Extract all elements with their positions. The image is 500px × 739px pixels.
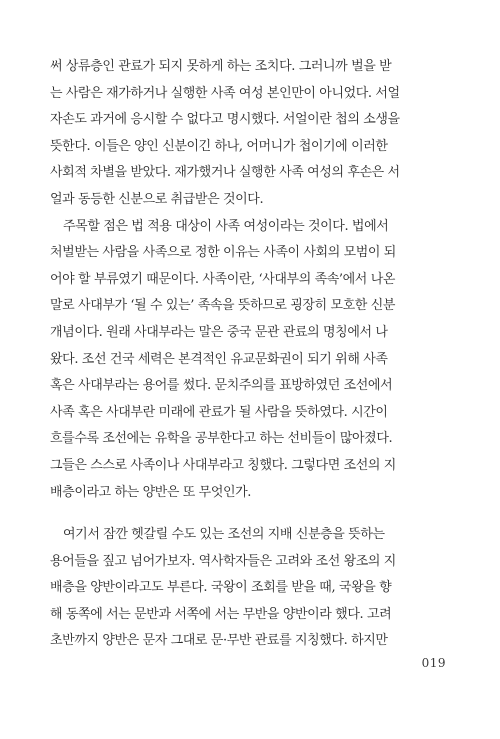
text-line: 얼과 동등한 신분으로 취급받은 것이다. [50,191,264,207]
text-line: 용어들을 짚고 넘어가보자. 역사학자들은 고려와 조선 왕조의 지 [50,553,396,569]
text-line: 흐를수록 조선에는 유학을 공부한다고 하는 선비들이 많아졌다. [50,431,393,447]
body-text [50,54,445,655]
text-line: 뜻한다. 이들은 양인 신분이긴 하나, 어머니가 첩이기에 이러한 [50,138,388,154]
paragraph-gap [50,506,445,522]
text-line: 어야 할 부류였기 때문이다. 사족이란, ‘사대부의 족속’에서 나온 [50,271,396,287]
text-line: 는 사람은 재가하거나 실행한 사족 여성 본인만이 아니었다. 서얼 [50,85,400,101]
text-line: 개념이다. 원래 사대부라는 말은 중국 문관 관료의 명칭에서 나 [50,324,388,340]
text-line: 초반까지 양반은 문자 그대로 문·무반 관료를 지칭했다. 하지만 [50,633,388,649]
text-line: 그들은 스스로 사족이나 사대부라고 칭했다. 그렇다면 조선의 지 [50,457,396,473]
text-line: 배층이라고 하는 양반은 또 무엇인가. [50,484,252,500]
paragraph-1 [50,54,445,214]
text-line: 혹은 사대부라는 용어를 썼다. 문치주의를 표방하였던 조선에서 [50,378,393,394]
text-line: 왔다. 조선 건국 세력은 본격적인 유교문화권이 되기 위해 사족 [50,351,388,367]
text-line: 사족 혹은 사대부란 미래에 관료가 될 사람을 뜻하였다. 시간이 [50,404,388,420]
text-line: 배층을 양반이라고도 부른다. 국왕이 조회를 받을 때, 국왕을 향 [50,580,392,596]
text-line: 여기서 잠깐 헷갈릴 수도 있는 조선의 지배 신분층을 뜻하는 [63,527,385,543]
text-line: 자손도 과거에 응시할 수 없다고 명시했다. 서얼이란 첩의 소생을 [50,112,400,128]
text-line: 주목할 점은 법 적용 대상이 사족 여성이라는 것이다. 법에서 [63,218,389,234]
text-line: 사회적 차별을 받았다. 재가했거나 실행한 사족 여성의 후손은 서 [50,165,400,181]
text-line: 써 상류층인 관료가 되지 못하게 하는 조치다. 그러니까 벌을 받 [50,59,392,74]
paragraph-2 [50,214,445,507]
text-line: 말로 사대부가 ‘될 수 있는’ 족속을 뜻하므로 굉장히 모호한 신분 [50,298,396,314]
page-number: 019 [421,656,446,670]
text-line: 해 동쪽에 서는 문반과 서쪽에 서는 무반을 양반이라 했다. 고려 [50,606,392,622]
paragraph-3 [50,522,445,655]
text-line: 처벌받는 사람을 사족으로 정한 이유는 사족이 사회의 모범이 되 [50,245,396,261]
